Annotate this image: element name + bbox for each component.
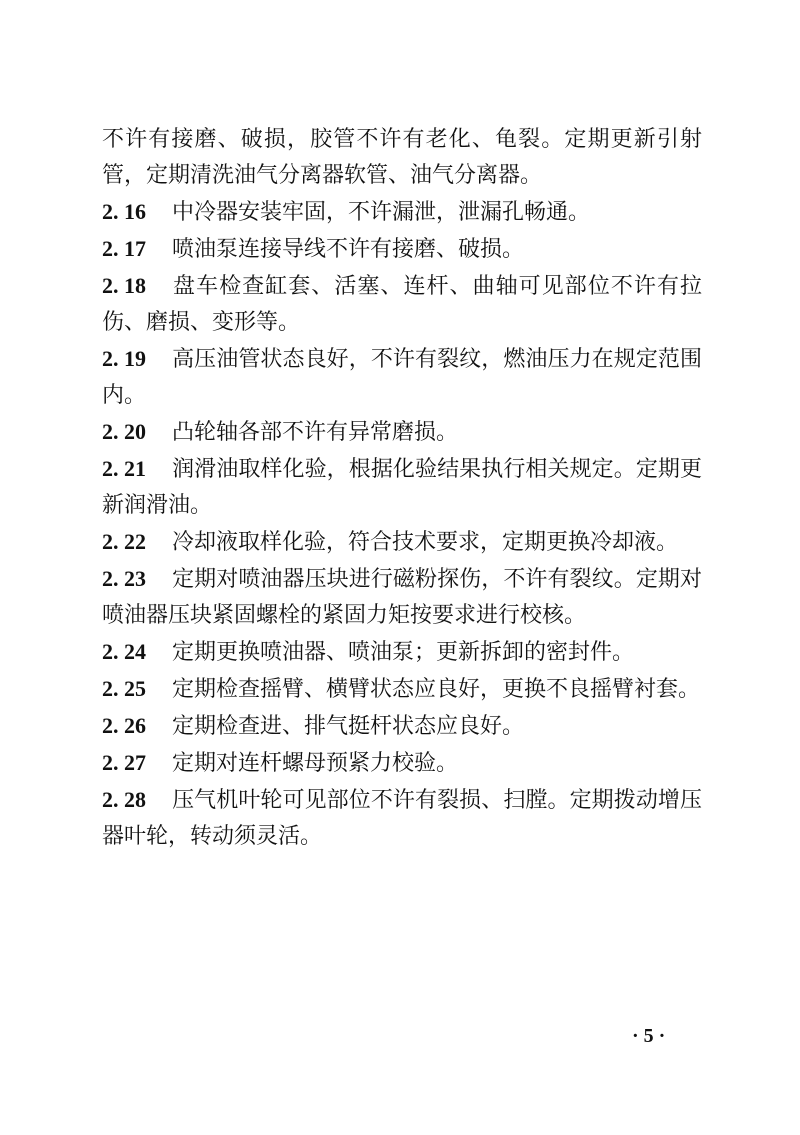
clause-2-22	[102, 524, 702, 561]
clause-number: 2. 24	[102, 639, 146, 664]
clause-2-28	[102, 782, 702, 855]
clause-text: 盘车检查缸套、活塞、连杆、曲轴可见部位不许有拉伤、磨损、变形等。	[102, 274, 702, 335]
clause-text: 定期检查进、排气挺杆状态应良好。	[172, 714, 525, 739]
clause-2-26	[102, 708, 702, 745]
clause-text: 定期检查摇臂、横臂状态应良好，更换不良摇臂衬套。	[172, 677, 701, 702]
paragraph-text: 不许有接磨、破损，胶管不许有老化、龟裂。定期更新引射管，定期清洗油气分离器软管、油气分离器。	[102, 127, 702, 188]
clause-number: 2. 19	[102, 346, 146, 371]
clause-2-25	[102, 671, 702, 708]
clause-text: 高压油管状态良好，不许有裂纹，燃油压力在规定范围内。	[102, 347, 702, 408]
clause-2-16	[102, 194, 702, 231]
clause-number: 2. 27	[102, 750, 146, 775]
clause-number: 2. 28	[102, 787, 146, 812]
clause-2-19	[102, 341, 702, 414]
paragraph-continuation	[102, 122, 702, 194]
clause-2-18	[102, 268, 702, 341]
clause-number: 2. 25	[102, 676, 146, 701]
clause-text: 凸轮轴各部不许有异常磨损。	[172, 420, 459, 445]
clause-2-27	[102, 745, 702, 782]
clause-2-24	[102, 634, 702, 671]
clause-number: 2. 17	[102, 236, 146, 261]
clause-text: 冷却液取样化验，符合技术要求，定期更换冷却液。	[172, 530, 679, 555]
clause-text: 中冷器安装牢固，不许漏泄，泄漏孔畅通。	[172, 200, 591, 225]
page-body	[102, 122, 702, 855]
clause-number: 2. 16	[102, 199, 146, 224]
clause-2-17	[102, 231, 702, 268]
clause-2-23	[102, 561, 702, 634]
page-number: · 5 ·	[632, 1025, 666, 1047]
clause-2-21	[102, 451, 702, 524]
clause-number: 2. 18	[102, 273, 146, 298]
clause-text: 润滑油取样化验，根据化验结果执行相关规定。定期更新润滑油。	[102, 457, 702, 518]
clause-text: 定期对连杆螺母预紧力校验。	[172, 751, 459, 776]
clause-text: 定期更换喷油器、喷油泵；更新拆卸的密封件。	[172, 640, 635, 665]
clause-number: 2. 20	[102, 419, 146, 444]
clause-text: 压气机叶轮可见部位不许有裂损、扫膛。定期拨动增压器叶轮，转动须灵活。	[102, 788, 702, 849]
clause-number: 2. 21	[102, 456, 146, 481]
clause-text: 喷油泵连接导线不许有接磨、破损。	[172, 237, 525, 262]
clause-number: 2. 26	[102, 713, 146, 738]
clause-number: 2. 23	[102, 566, 146, 591]
clause-2-20	[102, 414, 702, 451]
clause-text: 定期对喷油器压块进行磁粉探伤，不许有裂纹。定期对喷油器压块紧固螺栓的紧固力矩按要求进行校核。	[102, 567, 702, 628]
clause-number: 2. 22	[102, 529, 146, 554]
